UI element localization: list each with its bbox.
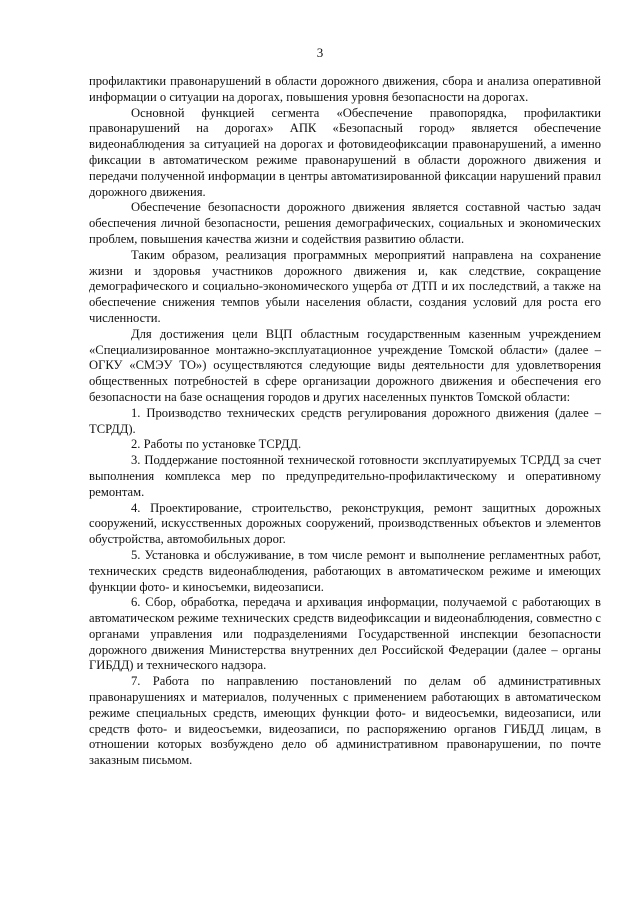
paragraph: Таким образом, реализация программных мероприятий направлена на сохранение жизни и здоровья участников дорожного движения и, как следствие, сокращение демографического и социально-экономического ущерба от ДТП и их последствий, а также на обеспечение снижения темпов убыли населения области, создания условий для роста его численности. (89, 247, 601, 325)
list-item: 4. Проектирование, строительство, реконструкция, ремонт защитных дорожных сооружений, искусственных дорожных сооружений, производственных объектов и элементов обустройства, автомобильных дорог. (89, 500, 601, 547)
list-item: 2. Работы по установке ТСРДД. (131, 437, 302, 452)
paragraph: Основной функцией сегмента «Обеспечение правопорядка, профилактики правонарушений на дорогах» АПК «Безопасный город» является обеспечение видеонаблюдения за ситуацией на дорогах и фотовидеофиксации правонарушений, а именно фиксации в автоматическом режиме правонарушений в области дорожного движения и передачи полученной информации в центры автоматизированной фиксации нарушений правил дорожного движения. (89, 105, 601, 199)
list-item: 5. Установка и обслуживание, в том числе ремонт и выполнение регламентных работ, технических средств видеонаблюдения, работающих в автоматическом режиме и имеющих функции фото- и киносъемки, видеозаписи. (89, 547, 601, 594)
list-item: 6. Сбор, обработка, передача и архивация информации, получаемой с работающих в автоматическом режиме технических средств видеофиксации и видеонаблюдения, совместно с органами управления или подразделениями Государственной инспекции безопасности дорожного движения Министерства внутренних дел Российской Федерации (далее – органы ГИБДД) и технического надзора. (89, 595, 601, 673)
page-number: 3 (316, 45, 324, 60)
list-item: 7. Работа по направлению постановлений по делам об административных правонарушениях и материалов, полученных с применением работающих в автоматическом режиме специальных средств, имеющих функции фото- и видеосъемки, видеозаписи, или средств фото- и видеосъемки, видеозаписи, по распоряжению органов ГИБДД лицам, в отношении которых возбуждено дело об административном правонарушении, по почте заказным письмом. (89, 674, 601, 768)
list-item: 1. Производство технических средств регулирования дорожного движения (далее – ТСРДД). (89, 405, 601, 436)
paragraph: Обеспечение безопасности дорожного движения является составной частью задач обеспечения личной безопасности, решения демографических, социальных и экономических проблем, повышения качества жизни и содействия развитию области. (89, 200, 601, 246)
paragraph-continuation: профилактики правонарушений в области дорожного движения, сбора и анализа оперативной информации о ситуации на дорогах, повышения уровня безопасности на дорогах. (89, 74, 601, 104)
document-body (89, 74, 601, 769)
list-item: 3. Поддержание постоянной технической готовности эксплуатируемых ТСРДД за счет выполнения комплекса мер по предупредительно-профилактическому и оперативному ремонтам. (89, 453, 601, 499)
paragraph: Для достижения цели ВЦП областным государственным казенным учреждением «Специализированное монтажно-эксплуатационное учреждение Томской области» (далее – ОГКУ «СМЭУ ТО») осуществляются следующие виды деятельности для удовлетворения общественных потребностей в сфере организации дорожного движения и обеспечения его безопасности на базе оснащения городов и других населенных пунктов Томской области: (89, 326, 601, 404)
